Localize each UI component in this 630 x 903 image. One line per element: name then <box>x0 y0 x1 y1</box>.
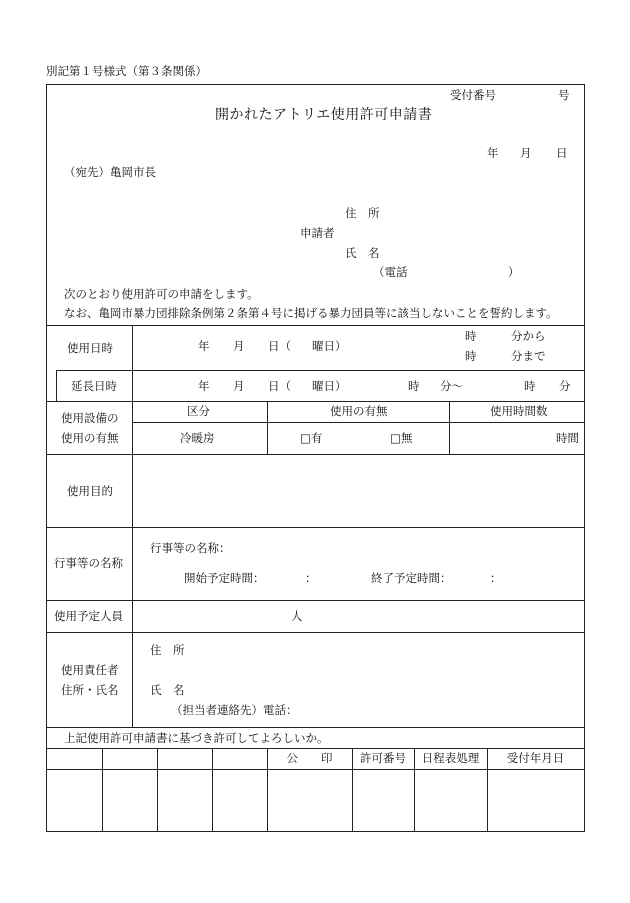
receipt-label: 受付番号 <box>450 88 496 102</box>
row-line <box>46 454 585 455</box>
frame-left <box>46 84 47 832</box>
equipment-label-1: 使用設備の <box>61 411 119 425</box>
receipt-suffix: 号 <box>558 88 570 102</box>
col-line <box>267 401 268 454</box>
equipment-label-2: 使用の有無 <box>61 431 119 445</box>
col-line <box>132 600 133 632</box>
event-start-label: 開始予定時間： <box>184 571 265 585</box>
attendees-label: 使用予定人員 <box>54 609 123 623</box>
approval-header-permit-no: 許可番号 <box>360 751 406 765</box>
date-year: 年 <box>487 146 499 160</box>
row-line <box>46 600 585 601</box>
row-line <box>46 527 585 528</box>
purpose-label: 使用目的 <box>67 484 113 498</box>
frame-top <box>46 84 585 85</box>
col-line <box>157 748 158 832</box>
usage-from: 分から <box>511 329 546 343</box>
equipment-yes-checkbox[interactable]: □有 <box>300 431 323 445</box>
row-line <box>56 370 585 371</box>
frame-bottom <box>46 831 585 832</box>
responsible-label-2: 住所・氏名 <box>61 683 119 697</box>
approval-text: 上記使用許可申請書に基づき許可してよろしいか。 <box>64 731 329 745</box>
col-line <box>102 748 103 832</box>
event-end-label: 終了予定時間： <box>371 571 452 585</box>
col-line <box>449 401 450 454</box>
row-line <box>46 727 585 728</box>
ext-hour1: 時 <box>408 379 420 393</box>
usage-hour2: 時 <box>465 349 477 363</box>
form-title: 開かれたアトリエ使用許可申請書 <box>215 107 433 123</box>
col-line <box>132 632 133 727</box>
row-line <box>46 325 585 326</box>
col-line <box>132 527 133 600</box>
addressee: （宛先）亀岡市長 <box>64 165 156 179</box>
ext-month: 月 <box>233 379 245 393</box>
equipment-header-usage: 使用の有無 <box>330 404 388 418</box>
usage-day: 日（ <box>268 339 291 353</box>
usage-weekday: 曜日） <box>312 339 347 353</box>
row-line <box>46 632 585 633</box>
usage-month: 月 <box>233 339 245 353</box>
approval-header-schedule: 日程表処理 <box>421 751 480 765</box>
frame-right <box>584 84 585 832</box>
applicant-phone-close: ） <box>508 265 520 279</box>
equipment-no-checkbox[interactable]: □無 <box>390 431 413 445</box>
equipment-header-category: 区分 <box>187 404 210 418</box>
col-line <box>56 370 57 401</box>
row-line <box>46 769 585 770</box>
date-month: 月 <box>520 146 532 160</box>
row-line <box>46 748 585 749</box>
ext-minute2: 分 <box>559 379 571 393</box>
equipment-item: 冷暖房 <box>180 431 215 445</box>
row-line <box>132 422 585 423</box>
row-line <box>46 401 585 402</box>
form-code: 別記第１号様式（第３条関係） <box>46 64 207 78</box>
usage-year: 年 <box>198 339 210 353</box>
applicant-name-label: 氏 名 <box>345 246 380 260</box>
approval-header-received-date: 受付年月日 <box>506 751 565 765</box>
ext-hour2: 時 <box>524 379 536 393</box>
ext-day: 日（ <box>268 379 291 393</box>
col-line <box>212 748 213 832</box>
request-text: 次のとおり使用許可の申請をします。 <box>64 287 259 301</box>
event-colon-2: ： <box>490 571 502 585</box>
responsible-label-1: 使用責任者 <box>61 663 119 677</box>
responsible-address-label: 住 所 <box>150 643 185 657</box>
pledge-text: なお、亀岡市暴力団排除条例第２条第４号に掲げる暴力団員等に該当しないことを誓約します。 <box>64 306 558 320</box>
attendees-unit: 人 <box>291 609 303 623</box>
extension-label: 延長日時 <box>71 379 117 393</box>
ext-year: 年 <box>198 379 210 393</box>
usage-date-label: 使用日時 <box>67 341 113 355</box>
applicant-label: 申請者 <box>300 226 335 240</box>
responsible-contact-label: （担当者連絡先）電話： <box>171 703 298 717</box>
approval-header-seal: 公 印 <box>286 751 333 765</box>
event-label: 行事等の名称 <box>54 556 123 570</box>
usage-until: 分まで <box>511 349 546 363</box>
applicant-phone-open: （電話 <box>373 265 408 279</box>
date-day: 日 <box>556 146 568 160</box>
col-line <box>132 325 133 454</box>
usage-hour1: 時 <box>465 329 477 343</box>
equipment-header-hours: 使用時間数 <box>490 404 548 418</box>
responsible-name-label: 氏 名 <box>150 683 185 697</box>
ext-weekday: 曜日） <box>312 379 347 393</box>
applicant-address-label: 住 所 <box>345 206 380 220</box>
event-colon-1: ： <box>305 571 317 585</box>
event-name-label: 行事等の名称： <box>150 541 231 555</box>
col-line <box>132 454 133 527</box>
ext-minute-tilde: 分〜 <box>440 379 463 393</box>
equipment-hours-unit: 時間 <box>556 431 579 445</box>
